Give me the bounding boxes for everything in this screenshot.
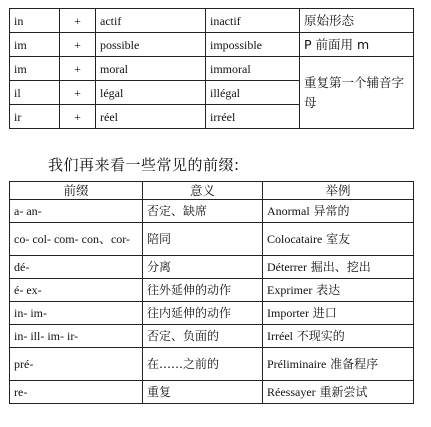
example-french: Importer bbox=[267, 306, 309, 320]
example-french: Anormal bbox=[267, 204, 310, 218]
note-cell: 重复第一个辅音字母 bbox=[300, 57, 414, 129]
table-row bbox=[10, 348, 414, 381]
meaning-cell: 否定、缺席 bbox=[143, 200, 263, 223]
table-row bbox=[10, 256, 414, 279]
example-cell bbox=[263, 256, 414, 279]
prefix-cell: a- an- bbox=[10, 200, 143, 223]
prefix-cell: in bbox=[10, 9, 60, 33]
table-row bbox=[10, 302, 414, 325]
prefix-cell: il bbox=[10, 81, 60, 105]
prefix-cell: pré- bbox=[10, 348, 143, 381]
example-french: Réessayer bbox=[267, 385, 316, 399]
result-word-cell: illégal bbox=[206, 81, 300, 105]
example-chinese: 准备程序 bbox=[326, 356, 379, 371]
meaning-cell: 分离 bbox=[143, 256, 263, 279]
section-heading: 我们再来看一些常见的前缀: bbox=[48, 156, 240, 174]
result-word-cell: irréel bbox=[206, 105, 300, 129]
example-cell bbox=[263, 302, 414, 325]
prefix-cell: ir bbox=[10, 105, 60, 129]
note-cell: 原始形态 bbox=[300, 9, 414, 33]
example-french: Exprimer bbox=[267, 283, 313, 297]
column-header: 意义 bbox=[143, 182, 263, 200]
meaning-cell: 往内延伸的动作 bbox=[143, 302, 263, 325]
prefix-cell: in- im- bbox=[10, 302, 143, 325]
prefix-cell: in- ill- im- ir- bbox=[10, 325, 143, 348]
plus-cell: + bbox=[60, 33, 96, 57]
prefix-variation-table bbox=[9, 8, 414, 129]
table-row bbox=[10, 223, 414, 256]
example-cell bbox=[263, 223, 414, 256]
meaning-cell: 陪同 bbox=[143, 223, 263, 256]
meaning-cell: 往外延伸的动作 bbox=[143, 279, 263, 302]
example-french: Déterrer bbox=[267, 260, 307, 274]
result-word-cell: impossible bbox=[206, 33, 300, 57]
plus-cell: + bbox=[60, 57, 96, 81]
prefix-cell: im bbox=[10, 33, 60, 57]
prefix-cell: im bbox=[10, 57, 60, 81]
prefix-cell: re- bbox=[10, 381, 143, 404]
example-french: Colocataire bbox=[267, 232, 323, 246]
table-row bbox=[10, 200, 414, 223]
example-french: Préliminaire bbox=[267, 356, 327, 371]
example-cell bbox=[263, 200, 414, 223]
common-prefixes-table bbox=[9, 181, 414, 404]
note-cell: P 前面用 m bbox=[300, 33, 414, 57]
prefix-cell: dé- bbox=[10, 256, 143, 279]
example-chinese: 进口 bbox=[308, 306, 337, 320]
base-word-cell: légal bbox=[96, 81, 206, 105]
result-word-cell: immoral bbox=[206, 57, 300, 81]
example-cell bbox=[263, 279, 414, 302]
table-row bbox=[10, 381, 414, 404]
table-row bbox=[10, 325, 414, 348]
result-word-cell: inactif bbox=[206, 9, 300, 33]
example-chinese: 室友 bbox=[322, 232, 351, 246]
example-cell bbox=[263, 325, 414, 348]
table-row bbox=[10, 279, 414, 302]
prefix-cell: co- col- com- con、cor- bbox=[10, 223, 143, 256]
meaning-cell: 否定、负面的 bbox=[143, 325, 263, 348]
example-chinese: 重新尝试 bbox=[315, 385, 368, 399]
example-chinese: 异常的 bbox=[309, 204, 350, 218]
example-chinese: 掘出、挖出 bbox=[306, 260, 371, 274]
column-header: 举例 bbox=[263, 182, 414, 200]
table-row bbox=[10, 9, 414, 33]
example-chinese: 表达 bbox=[312, 283, 341, 297]
base-word-cell: possible bbox=[96, 33, 206, 57]
plus-cell: + bbox=[60, 9, 96, 33]
plus-cell: + bbox=[60, 81, 96, 105]
base-word-cell: moral bbox=[96, 57, 206, 81]
meaning-cell: 在……之前的 bbox=[143, 348, 263, 381]
example-french: Irréel bbox=[267, 329, 293, 343]
column-header: 前缀 bbox=[10, 182, 143, 200]
plus-cell: + bbox=[60, 105, 96, 129]
example-cell bbox=[263, 381, 414, 404]
example-cell bbox=[263, 348, 414, 381]
example-chinese: 不现实的 bbox=[292, 329, 345, 343]
meaning-cell: 重复 bbox=[143, 381, 263, 404]
prefix-cell: é- ex- bbox=[10, 279, 143, 302]
table-header-row bbox=[10, 182, 414, 200]
base-word-cell: réel bbox=[96, 105, 206, 129]
base-word-cell: actif bbox=[96, 9, 206, 33]
table-row bbox=[10, 57, 414, 81]
table-row bbox=[10, 33, 414, 57]
